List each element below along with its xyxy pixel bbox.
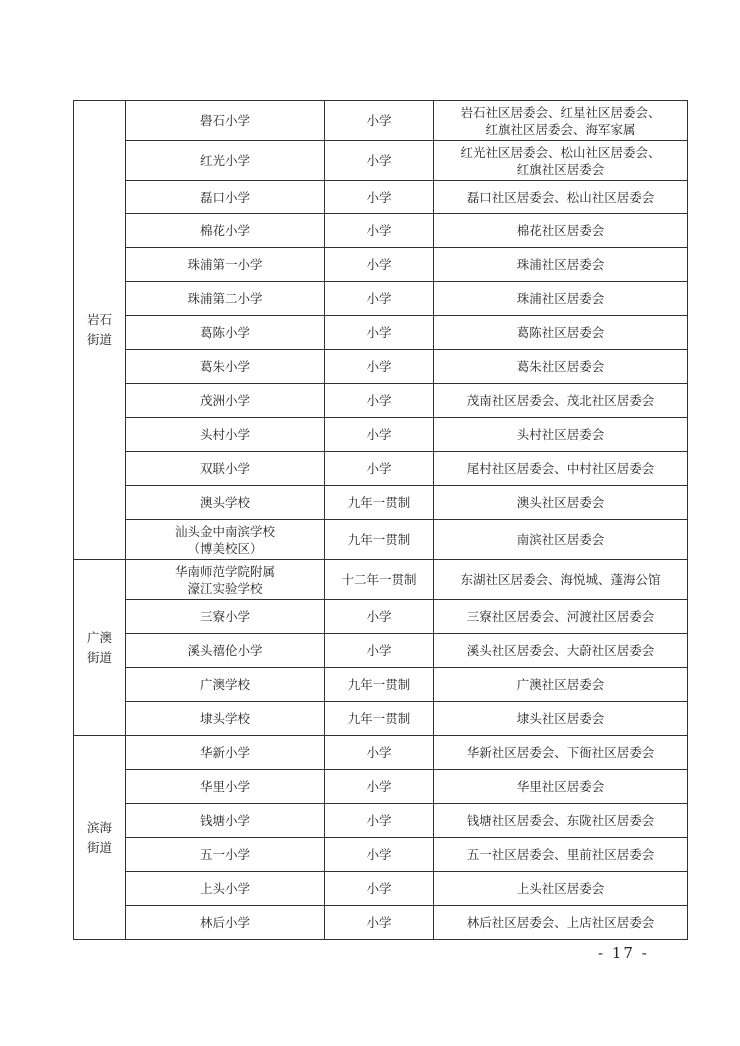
school-type-cell: 小学 xyxy=(325,181,434,214)
community-cell: 林后社区居委会、上店社区居委会 xyxy=(434,906,688,940)
community-cell: 澳头社区居委会 xyxy=(434,486,688,520)
community-cell: 三寮社区居委会、河渡社区居委会 xyxy=(434,600,688,634)
table-row xyxy=(74,181,688,214)
school-type-cell: 小学 xyxy=(325,736,434,770)
school-type-cell: 小学 xyxy=(325,101,434,141)
school-name-cell: 茂洲小学 xyxy=(126,384,325,418)
community-cell: 珠浦社区居委会 xyxy=(434,282,688,316)
community-cell: 岩石社区居委会、红星社区居委会、 红旗社区居委会、海军家属 xyxy=(434,101,688,141)
table-row xyxy=(74,520,688,560)
school-type-cell: 九年一贯制 xyxy=(325,486,434,520)
school-name-cell: 葛陈小学 xyxy=(126,316,325,350)
table-row xyxy=(74,350,688,384)
school-name-cell: 溪头禧伦小学 xyxy=(126,634,325,668)
street-cell: 滨海 街道 xyxy=(74,736,126,940)
table-row xyxy=(74,668,688,702)
school-type-cell: 小学 xyxy=(325,214,434,248)
school-name-cell: 双联小学 xyxy=(126,452,325,486)
community-cell: 棉花社区居委会 xyxy=(434,214,688,248)
community-cell: 东湖社区居委会、海悦城、蓬海公馆 xyxy=(434,560,688,600)
street-cell: 广澳 街道 xyxy=(74,560,126,736)
table-row xyxy=(74,872,688,906)
school-type-cell: 小学 xyxy=(325,384,434,418)
community-cell: 葛朱社区居委会 xyxy=(434,350,688,384)
school-name-cell: 头村小学 xyxy=(126,418,325,452)
community-cell: 尾村社区居委会、中村社区居委会 xyxy=(434,452,688,486)
table-row xyxy=(74,141,688,181)
page-number: - 17 - xyxy=(598,944,649,962)
table-row xyxy=(74,634,688,668)
table-row xyxy=(74,452,688,486)
table-row xyxy=(74,906,688,940)
school-name-cell: 林后小学 xyxy=(126,906,325,940)
school-name-cell: 磊口小学 xyxy=(126,181,325,214)
community-cell: 五一社区居委会、里前社区居委会 xyxy=(434,838,688,872)
school-type-cell: 小学 xyxy=(325,906,434,940)
school-name-cell: 五一小学 xyxy=(126,838,325,872)
school-name-cell: 珠浦第二小学 xyxy=(126,282,325,316)
school-type-cell: 小学 xyxy=(325,838,434,872)
table-row xyxy=(74,248,688,282)
school-type-cell: 小学 xyxy=(325,282,434,316)
school-name-cell: 礐石小学 xyxy=(126,101,325,141)
community-cell: 埭头社区居委会 xyxy=(434,702,688,736)
community-cell: 钱塘社区居委会、东陇社区居委会 xyxy=(434,804,688,838)
school-type-cell: 小学 xyxy=(325,804,434,838)
school-name-cell: 珠浦第一小学 xyxy=(126,248,325,282)
school-name-cell: 广澳学校 xyxy=(126,668,325,702)
community-cell: 茂南社区居委会、茂北社区居委会 xyxy=(434,384,688,418)
community-cell: 华新社区居委会、下衙社区居委会 xyxy=(434,736,688,770)
school-type-cell: 小学 xyxy=(325,350,434,384)
school-type-cell: 小学 xyxy=(325,316,434,350)
school-name-cell: 华新小学 xyxy=(126,736,325,770)
school-type-cell: 小学 xyxy=(325,634,434,668)
community-cell: 磊口社区居委会、松山社区居委会 xyxy=(434,181,688,214)
school-type-cell: 小学 xyxy=(325,600,434,634)
community-cell: 溪头社区居委会、大蔚社区居委会 xyxy=(434,634,688,668)
table-row xyxy=(74,282,688,316)
school-name-cell: 棉花小学 xyxy=(126,214,325,248)
school-type-cell: 九年一贯制 xyxy=(325,668,434,702)
school-name-cell: 上头小学 xyxy=(126,872,325,906)
table-row xyxy=(74,418,688,452)
school-district-table xyxy=(73,100,688,940)
community-cell: 红光社区居委会、松山社区居委会、 红旗社区居委会 xyxy=(434,141,688,181)
table-row xyxy=(74,736,688,770)
street-cell: 岩石 街道 xyxy=(74,101,126,560)
school-name-cell: 埭头学校 xyxy=(126,702,325,736)
table-body xyxy=(74,101,688,940)
community-cell: 华里社区居委会 xyxy=(434,770,688,804)
school-type-cell: 小学 xyxy=(325,452,434,486)
table-row xyxy=(74,384,688,418)
school-type-cell: 小学 xyxy=(325,248,434,282)
school-name-cell: 钱塘小学 xyxy=(126,804,325,838)
community-cell: 广澳社区居委会 xyxy=(434,668,688,702)
community-cell: 头村社区居委会 xyxy=(434,418,688,452)
table-row xyxy=(74,101,688,141)
school-type-cell: 九年一贯制 xyxy=(325,520,434,560)
table-row xyxy=(74,804,688,838)
table-row xyxy=(74,486,688,520)
school-type-cell: 小学 xyxy=(325,141,434,181)
school-type-cell: 九年一贯制 xyxy=(325,702,434,736)
school-name-cell: 红光小学 xyxy=(126,141,325,181)
community-cell: 上头社区居委会 xyxy=(434,872,688,906)
community-cell: 珠浦社区居委会 xyxy=(434,248,688,282)
community-cell: 葛陈社区居委会 xyxy=(434,316,688,350)
table-row xyxy=(74,702,688,736)
school-name-cell: 澳头学校 xyxy=(126,486,325,520)
table-row xyxy=(74,600,688,634)
school-type-cell: 小学 xyxy=(325,770,434,804)
school-name-cell: 三寮小学 xyxy=(126,600,325,634)
school-name-cell: 华南师范学院附属 濠江实验学校 xyxy=(126,560,325,600)
school-type-cell: 小学 xyxy=(325,872,434,906)
school-type-cell: 十二年一贯制 xyxy=(325,560,434,600)
school-name-cell: 华里小学 xyxy=(126,770,325,804)
community-cell: 南滨社区居委会 xyxy=(434,520,688,560)
school-name-cell: 葛朱小学 xyxy=(126,350,325,384)
table-row xyxy=(74,214,688,248)
school-type-cell: 小学 xyxy=(325,418,434,452)
table-row xyxy=(74,316,688,350)
school-name-cell: 汕头金中南滨学校 （博美校区） xyxy=(126,520,325,560)
table-row xyxy=(74,770,688,804)
table-row xyxy=(74,838,688,872)
table-row xyxy=(74,560,688,600)
